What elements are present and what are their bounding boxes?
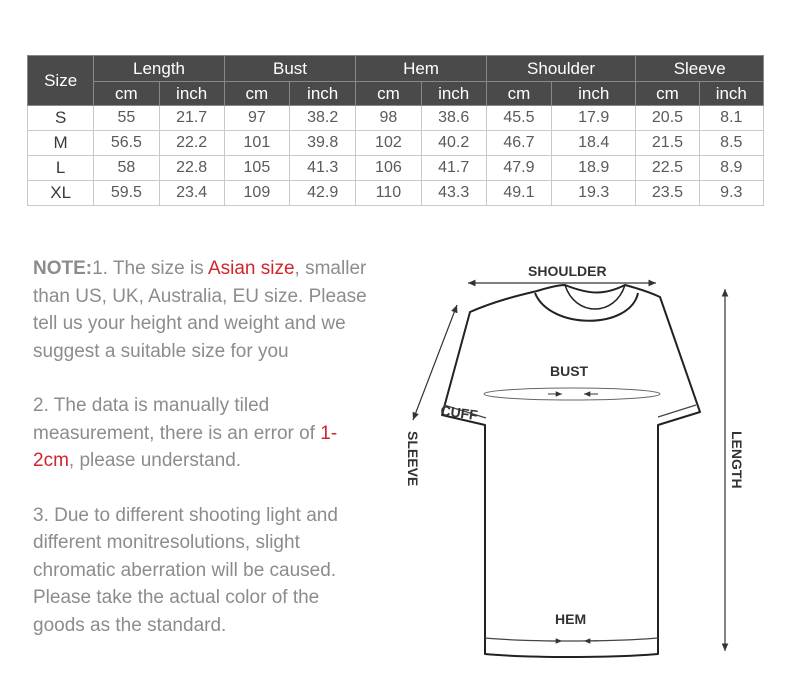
measurement-cell: 8.9: [699, 156, 763, 181]
measurement-cell: 45.5: [486, 106, 551, 131]
measurement-cell: 39.8: [290, 131, 356, 156]
note-2-text-pre: 2. The data is manually tiled measurement, there is an error of: [33, 395, 321, 444]
note-3: 3. Due to different shooting light and different monitresolutions, slight chromatic aberration will be caused. Please take the actual color of the goods as the standard.: [33, 504, 338, 636]
size-cell: M: [28, 131, 94, 156]
note-1-text-pre: 1. The size is: [92, 258, 208, 279]
group-header-length: Length: [94, 56, 225, 82]
tshirt-outline: [439, 285, 700, 657]
measurement-cell: 8.1: [699, 106, 763, 131]
unit-header: inch: [699, 82, 763, 106]
measurement-cell: 22.8: [159, 156, 224, 181]
measurement-cell: 38.6: [421, 106, 486, 131]
unit-header: inch: [290, 82, 356, 106]
table-row: [28, 106, 764, 131]
measurement-cell: 58: [94, 156, 159, 181]
measurement-cell: 17.9: [552, 106, 636, 131]
measurement-cell: 47.9: [486, 156, 551, 181]
measurement-cell: 40.2: [421, 131, 486, 156]
table-row: [28, 156, 764, 181]
unit-header: inch: [552, 82, 636, 106]
sleeve-label: SLEEVE: [405, 431, 421, 487]
measurement-cell: 56.5: [94, 131, 159, 156]
note-1-highlight: Asian size: [207, 258, 295, 279]
table-body: [28, 106, 764, 206]
bust-label: BUST: [550, 363, 589, 379]
measurement-cell: 97: [224, 106, 289, 131]
cuff-label: CUFF: [439, 402, 479, 424]
note-label: NOTE:: [33, 258, 93, 279]
note-2: [33, 392, 373, 475]
unit-header: cm: [486, 82, 551, 106]
note-2-highlight: 1-2cm: [33, 422, 338, 471]
bust-measure-loop: [484, 388, 660, 400]
group-header-hem: Hem: [356, 56, 487, 82]
measurement-cell: 38.2: [290, 106, 356, 131]
unit-header: cm: [356, 82, 421, 106]
unit-header: inch: [421, 82, 486, 106]
measurement-cell: 41.7: [421, 156, 486, 181]
unit-header: cm: [636, 82, 699, 106]
measurement-cell: 21.5: [636, 131, 699, 156]
measurement-cell: 22.2: [159, 131, 224, 156]
table-row: [28, 131, 764, 156]
tshirt-measurement-diagram: [400, 255, 760, 675]
size-notes: [33, 255, 373, 666]
size-cell: XL: [28, 181, 94, 206]
group-header-shoulder: Shoulder: [486, 56, 636, 82]
measurement-cell: 106: [356, 156, 421, 181]
length-label: LENGTH: [729, 431, 745, 489]
measurement-cell: 110: [356, 181, 421, 206]
size-cell: L: [28, 156, 94, 181]
measurement-cell: 41.3: [290, 156, 356, 181]
group-header-sleeve: Sleeve: [636, 56, 764, 82]
table-row: [28, 181, 764, 206]
measurement-cell: 105: [224, 156, 289, 181]
size-chart-table: [27, 55, 764, 206]
measurement-cell: 23.4: [159, 181, 224, 206]
table-group-header-row: [28, 56, 764, 82]
measurement-cell: 18.4: [552, 131, 636, 156]
unit-header: cm: [224, 82, 289, 106]
measurement-cell: 102: [356, 131, 421, 156]
measurement-cell: 49.1: [486, 181, 551, 206]
size-cell: S: [28, 106, 94, 131]
measurement-cell: 98: [356, 106, 421, 131]
measurement-cell: 43.3: [421, 181, 486, 206]
note-1: [33, 255, 373, 365]
measurement-cell: 55: [94, 106, 159, 131]
unit-header: cm: [94, 82, 159, 106]
measurement-cell: 46.7: [486, 131, 551, 156]
measurement-cell: 22.5: [636, 156, 699, 181]
measurement-cell: 42.9: [290, 181, 356, 206]
measurement-cell: 8.5: [699, 131, 763, 156]
measurement-cell: 21.7: [159, 106, 224, 131]
group-header-bust: Bust: [224, 56, 356, 82]
hem-label: HEM: [555, 611, 587, 627]
measurement-cell: 109: [224, 181, 289, 206]
shoulder-label: SHOULDER: [528, 263, 607, 279]
table-unit-header-row: [28, 82, 764, 106]
measurement-cell: 23.5: [636, 181, 699, 206]
size-column-header: Size: [28, 56, 94, 106]
note-1-text-post: , smaller than US, UK, Australia, EU size. Please tell us your height and weight and we suggest a suitable size for you: [33, 258, 367, 362]
unit-header: inch: [159, 82, 224, 106]
measurement-cell: 101: [224, 131, 289, 156]
measurement-cell: 20.5: [636, 106, 699, 131]
measurement-cell: 59.5: [94, 181, 159, 206]
measurement-cell: 19.3: [552, 181, 636, 206]
measurement-cell: 18.9: [552, 156, 636, 181]
measurement-cell: 9.3: [699, 181, 763, 206]
note-2-text-post: , please understand.: [68, 450, 242, 471]
